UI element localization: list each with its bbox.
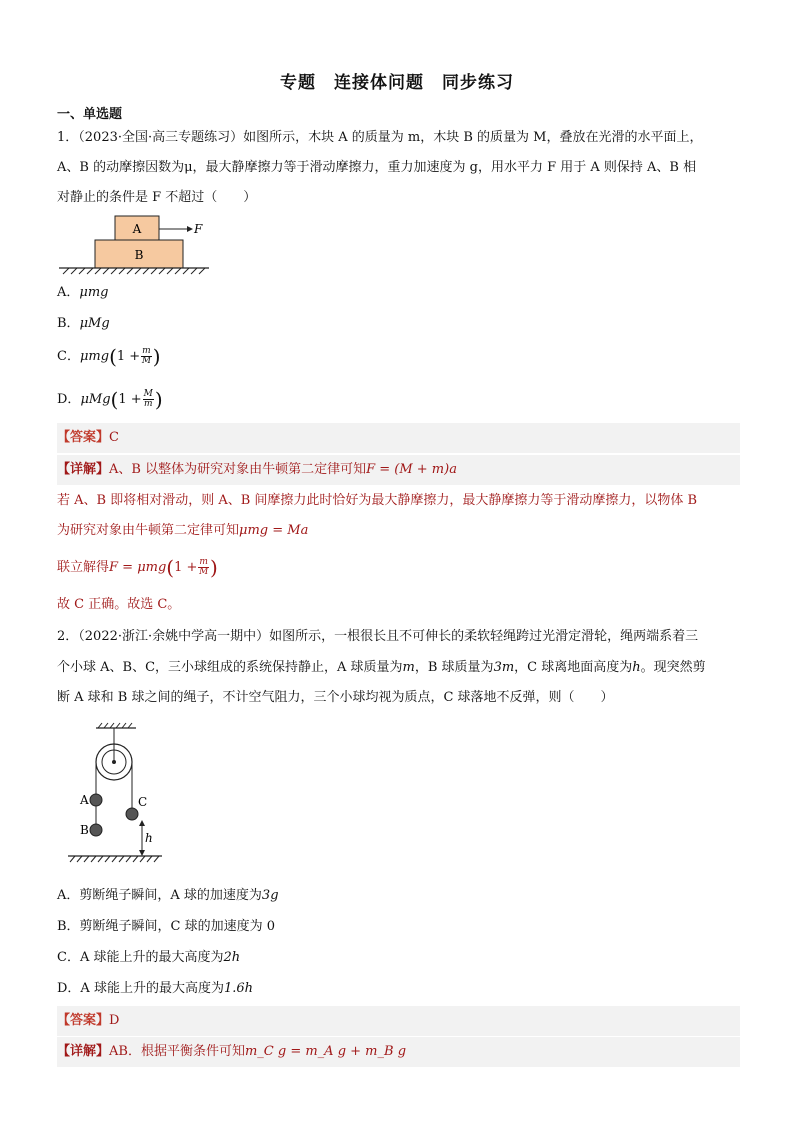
section-heading: 一、单选题 xyxy=(57,107,123,122)
detail-math: F = μmg xyxy=(109,560,167,575)
force-arrowhead xyxy=(187,226,193,232)
detail-tag: 【详解】 xyxy=(57,1044,110,1059)
force-label: F xyxy=(194,222,203,236)
option-one: 1 + xyxy=(116,349,141,364)
answer-value: D xyxy=(109,1013,120,1028)
ball-a-label: A xyxy=(80,793,89,807)
block-a-label: A xyxy=(132,222,142,236)
ball-b xyxy=(90,824,102,836)
detail-text: 为研究对象由牛顿第二定律可知 xyxy=(57,523,240,538)
option-label: D． xyxy=(57,392,81,407)
q1-detail-line-4: 联立解得F = μmg(1 + $\frac{m}{M}$ ) xyxy=(57,555,218,580)
detail-one: 1 + xyxy=(174,560,198,575)
detail-math: F = (M + m)a xyxy=(366,462,457,477)
q2-option-c[interactable] xyxy=(57,949,240,967)
option-label: B． xyxy=(57,316,80,331)
pulley-axle xyxy=(112,760,116,764)
detail-text: 联立解得 xyxy=(57,560,110,575)
detail-fraction: $\frac{m}{M}$ xyxy=(199,557,209,577)
height-arrowhead-bottom xyxy=(139,850,145,856)
option-text: C．A 球能上升的最大高度为 xyxy=(57,950,224,965)
q2-detail-row xyxy=(57,1037,740,1067)
ball-c xyxy=(126,808,138,820)
q1-detail-line-2: 若 A、B 即将相对滑动，则 A、B 间摩擦力此时恰好为最大静摩擦力，最大静摩擦力等于滑动摩擦力，以物体 B xyxy=(57,493,698,508)
q1-detail-line-3 xyxy=(57,522,747,540)
option-math: μmg xyxy=(79,349,110,364)
height-arrowhead-top xyxy=(139,820,145,826)
option-text: B．剪断绳子瞬间，C 球的加速度为 0 xyxy=(57,919,276,934)
ceiling-hatch xyxy=(98,723,132,728)
height-label: h xyxy=(145,831,153,845)
answer-value: C xyxy=(109,430,119,445)
option-math: 1.6h xyxy=(223,981,253,996)
q1-answer-row xyxy=(57,423,740,453)
q2-stem-line-3: 断 A 球和 B 球之间的绳子，不计空气阻力，三个小球均视为质点，C 球落地不反弹，则（ ） xyxy=(57,690,614,705)
answer-tag: 【答案】 xyxy=(57,430,110,445)
option-math: μmg xyxy=(79,285,109,300)
detail-math: μmg = Ma xyxy=(239,523,309,538)
detail-tag: 【详解】 xyxy=(57,462,110,477)
ground-hatch xyxy=(63,268,205,274)
q2-stem-line-2: 个小球 A、B、C，三小球组成的系统保持静止，A 球质量为m，B 球质量为3m，C 球离地面高度为h。现突然剪 xyxy=(57,660,706,675)
option-text: D．A 球能上升的最大高度为 xyxy=(57,981,224,996)
q2-option-b[interactable] xyxy=(57,918,275,936)
detail-text: A、B 以整体为研究对象由牛顿第二定律可知 xyxy=(109,462,367,477)
ground-hatch xyxy=(70,856,159,862)
option-fraction: $\frac{M}{m}$ xyxy=(143,389,153,409)
page-title: 专题 连接体问题 同步练习 xyxy=(280,73,514,93)
detail-math: m_C g = m_A g + m_B g xyxy=(244,1044,407,1059)
q1-stem-line-2: A、B 的动摩擦因数为μ，最大静摩擦力等于滑动摩擦力，重力加速度为 g，用水平力 F 用于 A 则保持 A、B 相 xyxy=(57,160,697,175)
q1-detail-line-5: 故 C 正确。故选 C。 xyxy=(57,597,181,612)
option-label: A． xyxy=(57,285,80,300)
q2-option-a[interactable] xyxy=(57,887,279,905)
q2-option-d[interactable] xyxy=(57,980,253,998)
q1-block-figure xyxy=(57,212,217,278)
option-math: 3g xyxy=(261,888,279,903)
answer-tag: 【答案】 xyxy=(57,1013,110,1028)
option-one: 1 + xyxy=(118,392,142,407)
option-text: A．剪断绳子瞬间，A 球的加速度为 xyxy=(57,888,262,903)
ball-a xyxy=(90,794,102,806)
option-math: μMg xyxy=(79,316,110,331)
q2-answer-row xyxy=(57,1006,740,1036)
ball-c-label: C xyxy=(138,795,148,809)
ball-b-label: B xyxy=(80,823,89,837)
option-label: C． xyxy=(57,349,80,364)
q1-option-a[interactable] xyxy=(57,284,109,302)
q1-stem-line-3: 对静止的条件是 F 不超过（ ） xyxy=(57,190,257,205)
option-fraction: $\frac{m}{M}$ xyxy=(141,346,152,366)
option-math: μMg xyxy=(80,392,111,407)
q1-option-c[interactable]: C．μmg(1 + $\frac{m}{M}$ ) xyxy=(57,344,161,369)
q1-option-b[interactable] xyxy=(57,315,110,333)
block-b-label: B xyxy=(134,248,144,262)
option-math: 2h xyxy=(223,950,241,965)
detail-text: AB．根据平衡条件可知 xyxy=(109,1044,245,1059)
q1-detail-row xyxy=(57,455,740,485)
q2-stem-line-1: 2．（2022·浙江·余姚中学高一期中）如图所示，一根很长且不可伸长的柔软轻绳跨过光滑定滑轮，绳两端系着三 xyxy=(57,629,699,644)
q1-stem-line-1: 1．（2023·全国·高三专题练习）如图所示，木块 A 的质量为 m，木块 B 的质量为 M，叠放在光滑的水平面上， xyxy=(57,130,703,145)
q1-option-d[interactable]: D．μMg(1 + $\frac{M}{m}$ ) xyxy=(57,387,163,412)
q2-pulley-figure xyxy=(62,722,172,868)
